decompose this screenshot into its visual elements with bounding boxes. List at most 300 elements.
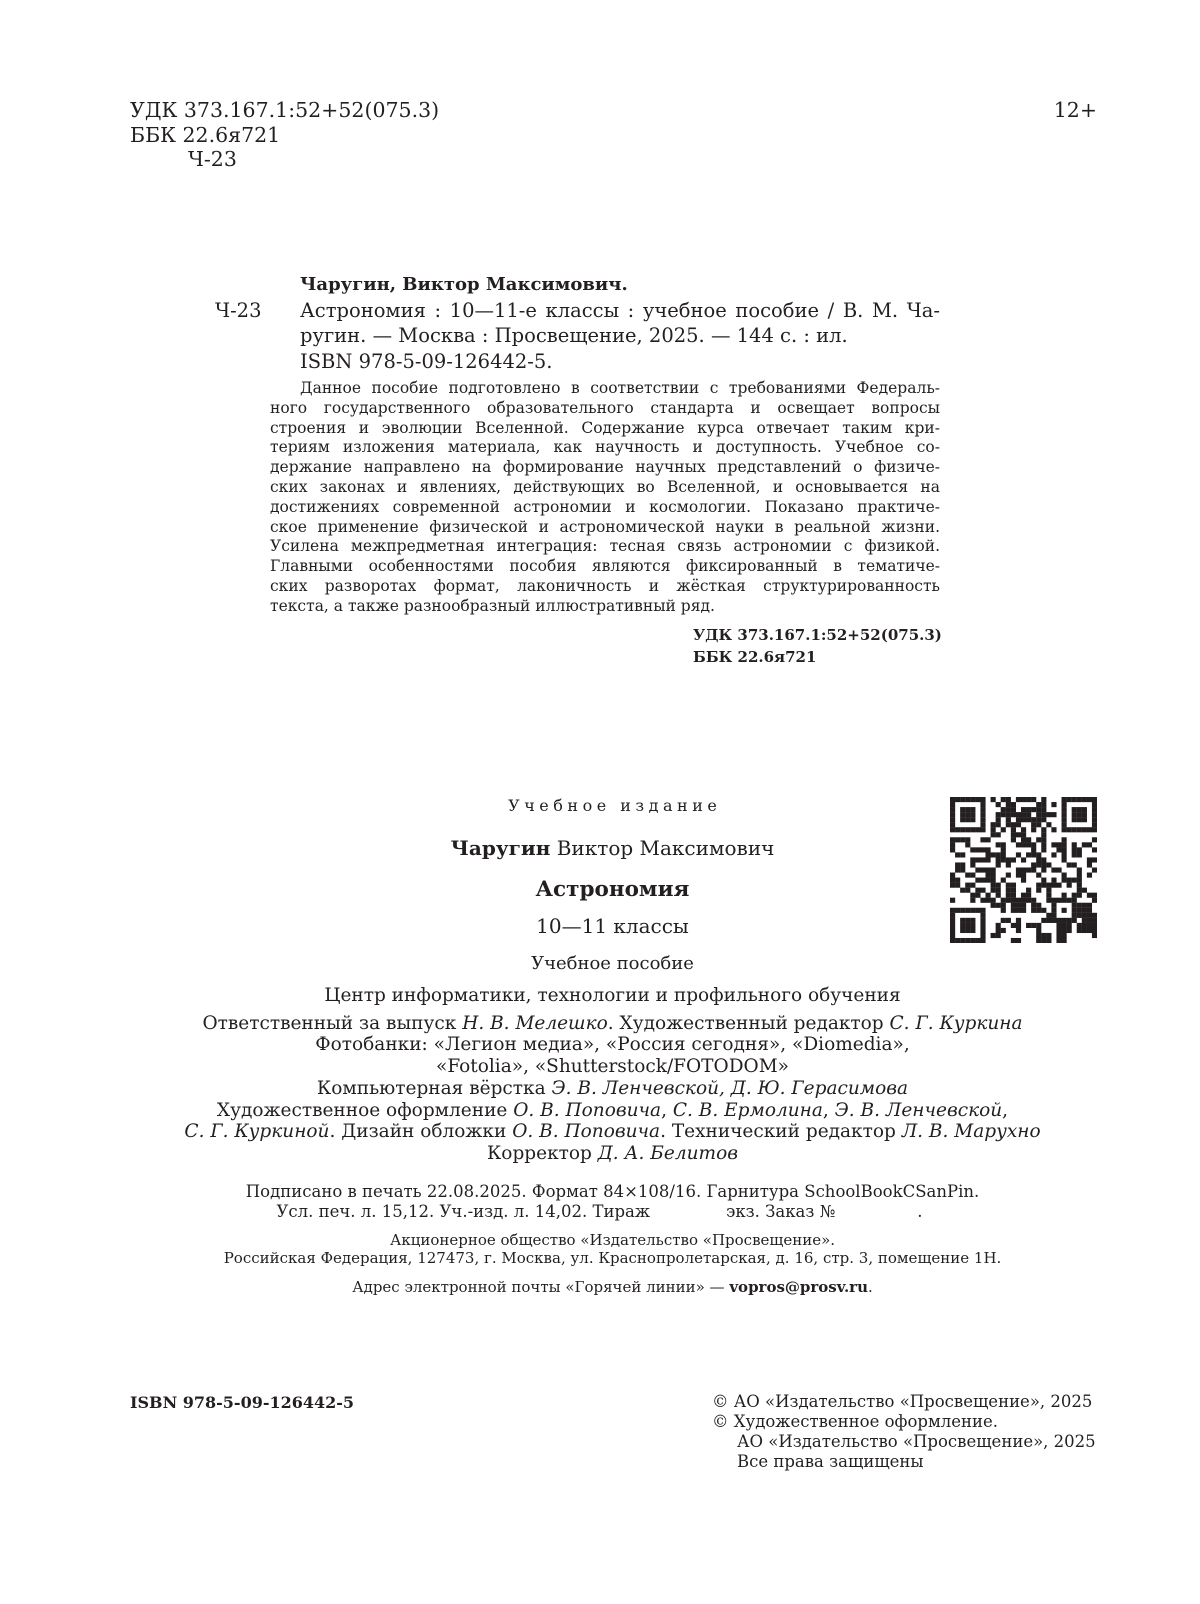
qr-module bbox=[1041, 862, 1046, 867]
qr-module bbox=[965, 812, 970, 817]
qr-module bbox=[1041, 933, 1046, 938]
qr-module bbox=[970, 898, 975, 903]
qr-module bbox=[980, 938, 985, 943]
qr-module bbox=[1092, 913, 1097, 918]
qr-module bbox=[1031, 908, 1036, 913]
qr-module bbox=[965, 817, 970, 822]
qr-module bbox=[955, 827, 960, 832]
qr-module bbox=[960, 938, 965, 943]
qr-module bbox=[1026, 797, 1031, 802]
print-copies-order: экз. Заказ № bbox=[726, 1202, 836, 1221]
qr-module bbox=[1011, 938, 1016, 943]
qr-module bbox=[1021, 873, 1026, 878]
qr-module bbox=[955, 878, 960, 883]
card-author-mark: Ч-23 bbox=[215, 298, 262, 322]
qr-module bbox=[960, 817, 965, 822]
qr-module bbox=[1006, 797, 1011, 802]
qr-module bbox=[985, 878, 990, 883]
qr-module bbox=[970, 873, 975, 878]
qr-module bbox=[991, 867, 996, 872]
qr-module bbox=[1077, 827, 1082, 832]
qr-module bbox=[1072, 817, 1077, 822]
qr-module bbox=[1082, 812, 1087, 817]
qr-module bbox=[950, 873, 955, 878]
qr-module bbox=[1067, 898, 1072, 903]
author-heading: Чаругин, Виктор Максимович. bbox=[300, 274, 628, 295]
qr-module bbox=[1082, 827, 1087, 832]
qr-module bbox=[950, 883, 955, 888]
credit-person: С. Г. Куркиной bbox=[184, 1121, 330, 1143]
qr-module bbox=[996, 862, 1001, 867]
qr-module bbox=[1036, 862, 1041, 867]
annotation-line: текста, а также разнообразный иллюстративный ряд. bbox=[270, 596, 715, 615]
qr-module bbox=[1021, 867, 1026, 872]
qr-module bbox=[1056, 918, 1061, 923]
qr-module bbox=[970, 938, 975, 943]
qr-module bbox=[970, 862, 975, 867]
qr-module bbox=[1021, 893, 1026, 898]
qr-module bbox=[1011, 908, 1016, 913]
qr-module bbox=[1077, 923, 1082, 928]
qr-module bbox=[980, 928, 985, 933]
qr-module bbox=[1041, 847, 1046, 852]
qr-module bbox=[996, 812, 1001, 817]
print-sheets: Усл. печ. л. 15,12. Уч.-изд. л. 14,02. Тираж bbox=[276, 1202, 651, 1221]
qr-module bbox=[1082, 807, 1087, 812]
qr-module bbox=[970, 847, 975, 852]
publisher-name: Акционерное общество «Издательство «Просвещение». bbox=[389, 1231, 836, 1249]
hotline-label: Адрес электронной почты «Горячей линии» — bbox=[352, 1278, 730, 1296]
qr-module bbox=[950, 822, 955, 827]
qr-module bbox=[1031, 822, 1036, 827]
qr-module bbox=[980, 797, 985, 802]
qr-module bbox=[1051, 908, 1056, 913]
qr-module bbox=[1006, 883, 1011, 888]
qr-module bbox=[1021, 837, 1026, 842]
qr-module bbox=[1041, 817, 1046, 822]
qr-module bbox=[1046, 883, 1051, 888]
qr-module bbox=[1046, 898, 1051, 903]
qr-module bbox=[1001, 928, 1006, 933]
qr-module bbox=[960, 797, 965, 802]
qr-module bbox=[1067, 862, 1072, 867]
qr-module bbox=[965, 842, 970, 847]
qr-module bbox=[1062, 837, 1067, 842]
qr-module bbox=[1001, 903, 1006, 908]
qr-module bbox=[1077, 908, 1082, 913]
qr-module bbox=[1087, 797, 1092, 802]
qr-module bbox=[1036, 888, 1041, 893]
qr-module bbox=[970, 817, 975, 822]
qr-module bbox=[965, 908, 970, 913]
qr-module bbox=[1011, 827, 1016, 832]
qr-module bbox=[1062, 852, 1067, 857]
qr-module bbox=[1072, 827, 1077, 832]
qr-module bbox=[975, 797, 980, 802]
qr-module bbox=[1036, 802, 1041, 807]
qr-module bbox=[1031, 842, 1036, 847]
qr-module bbox=[991, 903, 996, 908]
udk-code: УДК 373.167.1:52+52(075.3) bbox=[130, 98, 440, 122]
qr-module bbox=[1041, 842, 1046, 847]
qr-module bbox=[991, 832, 996, 837]
qr-module bbox=[950, 913, 955, 918]
qr-module bbox=[1051, 867, 1056, 872]
qr-module bbox=[1011, 837, 1016, 842]
annotation-line: держание направлено на формирование научных представлений о физиче- bbox=[270, 458, 940, 477]
qr-module bbox=[1092, 817, 1097, 822]
qr-module bbox=[955, 867, 960, 872]
qr-module bbox=[1016, 873, 1021, 878]
qr-module bbox=[955, 938, 960, 943]
qr-module bbox=[1001, 807, 1006, 812]
qr-module bbox=[1087, 908, 1092, 913]
qr-module bbox=[1006, 807, 1011, 812]
qr-module bbox=[950, 817, 955, 822]
annotation-line: ских законах и явлениях, действующих во Вселенной, и основывается на bbox=[270, 477, 940, 496]
qr-module bbox=[975, 827, 980, 832]
qr-module bbox=[950, 938, 955, 943]
qr-module bbox=[1021, 817, 1026, 822]
qr-module bbox=[960, 928, 965, 933]
qr-module bbox=[1011, 903, 1016, 908]
qr-module bbox=[1082, 797, 1087, 802]
qr-module bbox=[950, 807, 955, 812]
qr-module bbox=[1082, 928, 1087, 933]
qr-module bbox=[1067, 928, 1072, 933]
qr-module bbox=[1062, 797, 1067, 802]
qr-module bbox=[1056, 923, 1061, 928]
qr-module bbox=[991, 827, 996, 832]
annotation-line: ских разворотах формат, лаконичность и жёсткая структурированность bbox=[270, 576, 940, 595]
qr-module bbox=[985, 837, 990, 842]
qr-module bbox=[1041, 827, 1046, 832]
credit-line bbox=[100, 1056, 1125, 1078]
qr-module bbox=[970, 928, 975, 933]
copyright-block bbox=[712, 1392, 1096, 1472]
qr-module bbox=[1092, 822, 1097, 827]
qr-module bbox=[950, 898, 955, 903]
qr-module bbox=[1067, 827, 1072, 832]
qr-module bbox=[985, 873, 990, 878]
qr-module bbox=[1016, 797, 1021, 802]
qr-module bbox=[1062, 873, 1067, 878]
qr-module bbox=[1041, 807, 1046, 812]
qr-module bbox=[1062, 812, 1067, 817]
qr-module bbox=[1062, 847, 1067, 852]
qr-module bbox=[1016, 928, 1021, 933]
qr-module bbox=[960, 852, 965, 857]
qr-module bbox=[1036, 822, 1041, 827]
qr-module bbox=[1051, 852, 1056, 857]
qr-module bbox=[1087, 842, 1092, 847]
publisher-department: Центр информатики, технологии и профильного обучения bbox=[324, 984, 901, 1006]
qr-module bbox=[950, 797, 955, 802]
qr-module bbox=[1056, 898, 1061, 903]
qr-module bbox=[1016, 898, 1021, 903]
qr-module bbox=[1082, 842, 1087, 847]
qr-module bbox=[1046, 938, 1051, 943]
qr-module bbox=[955, 908, 960, 913]
qr-module bbox=[1056, 883, 1061, 888]
qr-module bbox=[1046, 822, 1051, 827]
qr-module bbox=[1056, 847, 1061, 852]
copyright-line: © Художественное оформление. bbox=[712, 1412, 999, 1431]
qr-module bbox=[1092, 893, 1097, 898]
qr-module bbox=[980, 913, 985, 918]
qr-module bbox=[991, 852, 996, 857]
catalog-card bbox=[300, 272, 940, 374]
qr-module bbox=[960, 908, 965, 913]
qr-module bbox=[1051, 883, 1056, 888]
qr-module bbox=[1036, 938, 1041, 943]
qr-module bbox=[985, 898, 990, 903]
qr-module bbox=[955, 883, 960, 888]
qr-module bbox=[1092, 812, 1097, 817]
qr-module bbox=[970, 812, 975, 817]
annotation-line: Усилена межпредметная интеграция: тесная связь астрономии с физикой. bbox=[270, 537, 940, 556]
qr-module bbox=[975, 888, 980, 893]
qr-module bbox=[1036, 873, 1041, 878]
qr-module bbox=[950, 827, 955, 832]
qr-module bbox=[1087, 827, 1092, 832]
qr-module bbox=[1031, 807, 1036, 812]
qr-module bbox=[1046, 862, 1051, 867]
rights-reserved: Все права защищены bbox=[737, 1452, 924, 1471]
isbn-line: ISBN 978-5-09-126442-5. bbox=[300, 349, 553, 373]
qr-module bbox=[1016, 842, 1021, 847]
qr-module bbox=[950, 928, 955, 933]
credit-role: Художественное оформление bbox=[216, 1099, 514, 1121]
qr-module bbox=[1006, 893, 1011, 898]
qr-module bbox=[1046, 913, 1051, 918]
qr-module bbox=[1062, 842, 1067, 847]
qr-module bbox=[1016, 817, 1021, 822]
edition-type: Учебное издание bbox=[508, 796, 722, 815]
qr-module bbox=[1031, 827, 1036, 832]
qr-module bbox=[1077, 873, 1082, 878]
qr-module bbox=[980, 933, 985, 938]
qr-module bbox=[1001, 898, 1006, 903]
qr-module bbox=[1087, 873, 1092, 878]
qr-module bbox=[1006, 822, 1011, 827]
credit-person: О. В. Поповича bbox=[513, 1099, 662, 1121]
qr-module bbox=[996, 883, 1001, 888]
credit-person: Э. В. Ленчевской, Д. Ю. Герасимова bbox=[551, 1077, 909, 1099]
qr-module bbox=[1077, 913, 1082, 918]
credit-separator: , bbox=[1002, 1099, 1009, 1121]
credit-person: О. В. Поповича bbox=[512, 1121, 661, 1143]
qr-module bbox=[1011, 807, 1016, 812]
qr-module bbox=[1062, 938, 1067, 943]
qr-module bbox=[1016, 908, 1021, 913]
print-signed-line: Подписано в печать 22.08.2025. Формат 84×108/16. Гарнитура SchoolBookCSanPin. bbox=[245, 1182, 980, 1201]
qr-module bbox=[980, 923, 985, 928]
qr-module bbox=[960, 867, 965, 872]
qr-module bbox=[1092, 807, 1097, 812]
qr-module bbox=[1077, 893, 1082, 898]
qr-module bbox=[955, 837, 960, 842]
qr-module bbox=[965, 918, 970, 923]
qr-module bbox=[1036, 837, 1041, 842]
credits bbox=[100, 1013, 1125, 1165]
qr-module bbox=[1056, 867, 1061, 872]
qr-module bbox=[1021, 898, 1026, 903]
qr-module bbox=[970, 908, 975, 913]
qr-module bbox=[1062, 878, 1067, 883]
qr-module bbox=[1067, 878, 1072, 883]
qr-module bbox=[980, 817, 985, 822]
credit-line bbox=[100, 1034, 1125, 1056]
qr-module bbox=[1041, 883, 1046, 888]
qr-module bbox=[1001, 842, 1006, 847]
qr-module bbox=[985, 893, 990, 898]
qr-module bbox=[1051, 812, 1056, 817]
qr-module bbox=[1051, 842, 1056, 847]
qr-module bbox=[1006, 888, 1011, 893]
qr-module bbox=[965, 928, 970, 933]
qr-module bbox=[1067, 918, 1072, 923]
qr-module bbox=[1046, 812, 1051, 817]
credit-role: . Технический редактор bbox=[660, 1121, 902, 1143]
qr-module bbox=[1016, 903, 1021, 908]
author-given-names: Виктор Максимович bbox=[556, 836, 775, 860]
qr-module bbox=[1001, 918, 1006, 923]
qr-module bbox=[1026, 888, 1031, 893]
qr-module bbox=[965, 923, 970, 928]
qr-module bbox=[1031, 797, 1036, 802]
qr-module bbox=[1072, 913, 1077, 918]
qr-module bbox=[1036, 852, 1041, 857]
qr-module bbox=[1087, 918, 1092, 923]
qr-module bbox=[1006, 817, 1011, 822]
qr-module bbox=[960, 812, 965, 817]
qr-module bbox=[960, 837, 965, 842]
qr-module bbox=[1041, 837, 1046, 842]
qr-module bbox=[1011, 812, 1016, 817]
qr-module bbox=[1021, 827, 1026, 832]
qr-module bbox=[1051, 827, 1056, 832]
qr-module bbox=[980, 888, 985, 893]
qr-module bbox=[1001, 852, 1006, 857]
qr-module bbox=[1072, 918, 1077, 923]
author-mark: Ч-23 bbox=[188, 147, 237, 171]
qr-module bbox=[1082, 903, 1087, 908]
qr-module bbox=[1026, 842, 1031, 847]
annotation-line: Главными особенностями пособия являются фиксированный в тематиче- bbox=[270, 557, 940, 576]
qr-module bbox=[1051, 918, 1056, 923]
qr-module bbox=[1016, 832, 1021, 837]
qr-module bbox=[996, 817, 1001, 822]
qr-module bbox=[970, 797, 975, 802]
book-kind: Учебное пособие bbox=[531, 952, 694, 974]
photobanks: Фотобанки: «Легион медиа», «Россия сегодня», «Diomedia», bbox=[315, 1034, 910, 1056]
qr-module bbox=[1041, 797, 1046, 802]
qr-module bbox=[950, 918, 955, 923]
qr-module bbox=[1082, 888, 1087, 893]
qr-module bbox=[991, 933, 996, 938]
qr-module bbox=[1016, 822, 1021, 827]
book-grades: 10—11 классы bbox=[536, 914, 689, 938]
qr-module bbox=[1082, 918, 1087, 923]
qr-module bbox=[1087, 923, 1092, 928]
card-bbk-code: ББК 22.6я721 bbox=[693, 648, 817, 666]
qr-module bbox=[1031, 867, 1036, 872]
qr-module bbox=[1021, 903, 1026, 908]
qr-module bbox=[1062, 898, 1067, 903]
qr-module bbox=[1006, 812, 1011, 817]
qr-module bbox=[965, 807, 970, 812]
qr-module bbox=[1031, 862, 1036, 867]
qr-module bbox=[1011, 893, 1016, 898]
print-order-end: . bbox=[917, 1202, 923, 1221]
credit-role: . Дизайн обложки bbox=[329, 1121, 513, 1143]
qr-module bbox=[980, 802, 985, 807]
qr-module bbox=[1062, 908, 1067, 913]
qr-module bbox=[980, 857, 985, 862]
qr-module bbox=[1001, 857, 1006, 862]
qr-module bbox=[1006, 898, 1011, 903]
copyright-line: АО «Издательство «Просвещение», 2025 bbox=[737, 1432, 1096, 1451]
description-line: ругин. — Москва : Просвещение, 2025. — 144 с. : ил. bbox=[300, 324, 848, 347]
qr-module bbox=[1011, 857, 1016, 862]
qr-module bbox=[950, 933, 955, 938]
annotation-line: териям изложения материала, как научность и доступность. Учебное со- bbox=[270, 438, 940, 457]
qr-module bbox=[1031, 923, 1036, 928]
qr-module bbox=[950, 842, 955, 847]
qr-module bbox=[1036, 903, 1041, 908]
qr-module bbox=[965, 938, 970, 943]
credit-separator: , bbox=[822, 1099, 835, 1121]
qr-module bbox=[985, 867, 990, 872]
qr-module bbox=[1077, 797, 1082, 802]
qr-module bbox=[970, 883, 975, 888]
qr-module bbox=[1021, 908, 1026, 913]
qr-module bbox=[1041, 802, 1046, 807]
qr-module bbox=[1006, 918, 1011, 923]
qr-module bbox=[1021, 857, 1026, 862]
qr-module bbox=[1011, 923, 1016, 928]
qr-module bbox=[1077, 847, 1082, 852]
credit-separator: , bbox=[661, 1099, 673, 1121]
credit-line bbox=[100, 1121, 1125, 1143]
credit-person: Д. А. Белитов bbox=[597, 1142, 738, 1164]
qr-module bbox=[1051, 903, 1056, 908]
bbk-code: ББК 22.6я721 bbox=[130, 122, 281, 147]
qr-module bbox=[1001, 827, 1006, 832]
qr-module bbox=[955, 862, 960, 867]
qr-module bbox=[1072, 812, 1077, 817]
qr-module bbox=[1062, 918, 1067, 923]
qr-module bbox=[980, 837, 985, 842]
qr-module bbox=[975, 938, 980, 943]
annotation-line: ское применение физической и астрономической науки в реальной жизни. bbox=[270, 517, 940, 536]
qr-module bbox=[1087, 857, 1092, 862]
qr-module bbox=[965, 837, 970, 842]
qr-module bbox=[1087, 862, 1092, 867]
qr-module bbox=[1087, 893, 1092, 898]
annotation-line: Данное пособие подготовлено в соответствии с требованиями Федераль- bbox=[300, 379, 940, 397]
qr-module bbox=[1011, 883, 1016, 888]
qr-module bbox=[1077, 817, 1082, 822]
qr-module bbox=[970, 893, 975, 898]
credit-person: С. Г. Куркина bbox=[889, 1012, 1023, 1034]
qr-module bbox=[965, 797, 970, 802]
qr-module bbox=[970, 827, 975, 832]
qr-module bbox=[991, 883, 996, 888]
qr-module bbox=[991, 873, 996, 878]
header-codes bbox=[130, 98, 439, 172]
